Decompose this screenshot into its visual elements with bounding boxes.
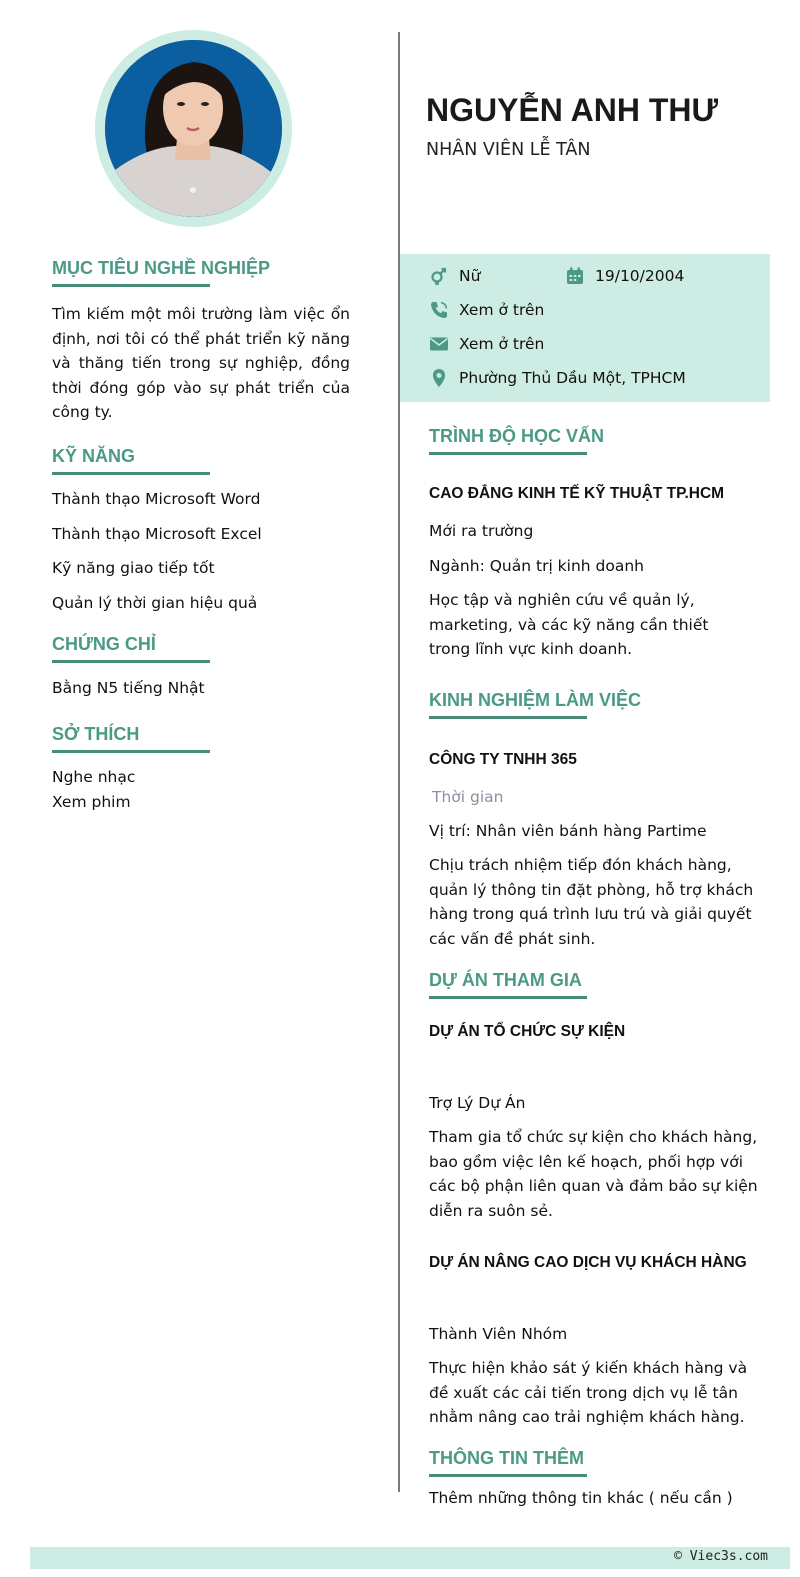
certificate-item: Bằng N5 tiếng Nhật — [52, 679, 205, 697]
hobby-item: Xem phim — [52, 793, 131, 811]
column-divider — [398, 32, 400, 1492]
contact-phone — [429, 300, 544, 320]
calendar-icon — [565, 266, 585, 286]
skills-underline — [52, 472, 210, 475]
project-name: DỰ ÁN NÂNG CAO DỊCH VỤ KHÁCH HÀNG — [429, 1254, 747, 1271]
project-role: Trợ Lý Dự Án — [429, 1094, 526, 1112]
hobbies-underline — [52, 750, 210, 753]
gender-value: Nữ — [459, 267, 481, 285]
education-desc: Học tập và nghiên cứu về quản lý, marketing, và các kỹ năng cần thiết trong lĩnh vực kinh doanh. — [429, 591, 709, 658]
location-icon — [429, 368, 449, 388]
objective-section — [52, 258, 350, 425]
experience-title: KINH NGHIỆM LÀM VIỆC — [429, 690, 642, 710]
experience-section — [429, 690, 759, 950]
project-role: Thành Viên Nhóm — [429, 1325, 568, 1343]
education-major: Ngành: Quản trị kinh doanh — [429, 557, 645, 575]
objective-text: Tìm kiếm một môi trường làm việc ổn định, nơi tôi có thể phát triển kỹ năng và thăng tiến trong sự nghiệp, đồng thời đóng góp vào sự phát triển của công ty. — [52, 305, 350, 421]
experience-position: Vị trí: Nhân viên bánh hàng Partime — [429, 822, 707, 840]
education-underline — [429, 452, 587, 455]
education-status: Mới ra trường — [429, 522, 534, 540]
phone-value: Xem ở trên — [459, 301, 545, 319]
hobbies-section — [52, 724, 350, 824]
skill-item: Thành thạo Microsoft Excel — [52, 525, 262, 543]
education-section — [429, 426, 759, 666]
skills-section — [52, 446, 350, 616]
phone-icon — [429, 300, 449, 320]
projects-section — [429, 970, 759, 1430]
project-name: DỰ ÁN TỔ CHỨC SỰ KIỆN — [429, 1023, 626, 1040]
address-value: Phường Thủ Dầu Một, TPHCM — [459, 369, 686, 387]
email-value: Xem ở trên — [459, 335, 545, 353]
additional-underline — [429, 1474, 587, 1477]
birthday-value: 19/10/2004 — [595, 267, 685, 285]
experience-company: CÔNG TY TNHH 365 — [429, 751, 577, 768]
additional-text: Thêm những thông tin khác ( nếu cần ) — [429, 1489, 733, 1507]
footer-watermark: © Viec3s.com — [674, 1549, 768, 1564]
project-desc: Thực hiện khảo sát ý kiến khách hàng và đề xuất các cải tiến trong dịch vụ lễ tân nhằm nâng cao trải nghiệm khách hàng. — [429, 1359, 748, 1426]
avatar — [105, 40, 282, 217]
certificates-title: CHỨNG CHỈ — [52, 634, 156, 654]
hobbies-title: SỞ THÍCH — [52, 724, 140, 744]
contact-box — [400, 254, 770, 402]
contact-birthday — [565, 266, 684, 286]
candidate-title: NHÂN VIÊN LỄ TÂN — [426, 140, 591, 160]
contact-address — [429, 368, 686, 388]
experience-underline — [429, 716, 587, 719]
candidate-name: NGUYỄN ANH THƯ — [426, 92, 719, 128]
gender-icon — [429, 266, 449, 286]
projects-underline — [429, 996, 587, 999]
certificates-section — [52, 634, 350, 704]
certificates-underline — [52, 660, 210, 663]
contact-gender — [429, 266, 480, 286]
objective-underline — [52, 284, 210, 287]
experience-time: Thời gian — [432, 788, 504, 806]
project-desc: Tham gia tổ chức sự kiện cho khách hàng, bao gồm việc lên kế hoạch, phối hợp với các bộ phận liên quan và đảm bảo sự kiện diễn ra suôn sẻ. — [429, 1128, 758, 1220]
hobby-item: Nghe nhạc — [52, 768, 136, 786]
additional-section — [429, 1448, 759, 1512]
objective-title: MỤC TIÊU NGHỀ NGHIỆP — [52, 258, 271, 278]
footer-bar — [30, 1547, 790, 1569]
skill-item: Thành thạo Microsoft Word — [52, 490, 261, 508]
skill-item: Kỹ năng giao tiếp tốt — [52, 559, 215, 577]
email-icon — [429, 334, 449, 354]
education-school: CAO ĐẲNG KINH TẾ KỸ THUẬT TP.HCM — [429, 485, 725, 502]
education-title: TRÌNH ĐỘ HỌC VẤN — [429, 426, 604, 446]
skill-item: Quản lý thời gian hiệu quả — [52, 594, 258, 612]
contact-email — [429, 334, 544, 354]
experience-desc: Chịu trách nhiệm tiếp đón khách hàng, quản lý thông tin đặt phòng, hỗ trợ khách hàng trong quá trình lưu trú và giải quyết các vấn đề phát sinh. — [429, 856, 754, 948]
skills-title: KỸ NĂNG — [52, 446, 136, 466]
avatar-photo — [105, 40, 282, 217]
projects-title: DỰ ÁN THAM GIA — [429, 970, 582, 990]
additional-title: THÔNG TIN THÊM — [429, 1448, 584, 1468]
